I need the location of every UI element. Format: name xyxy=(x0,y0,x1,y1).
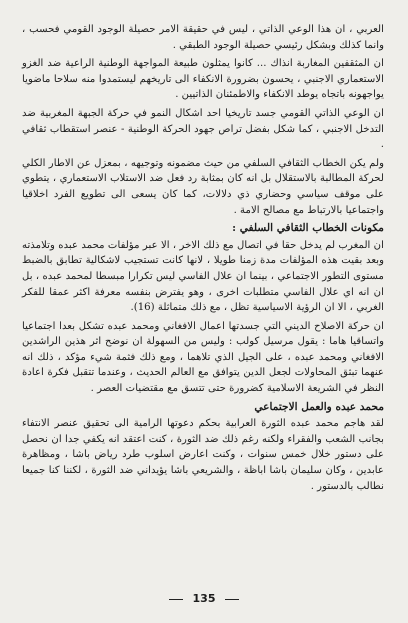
paragraph: ان الوعي الذاتي القومي جسد تاريخيا احد اشكال النمو في حركة الجبهة المغربية ضد التدخل الاجنبي ، كما شكل بفضل تراص جهود الحركة الوطنية - عنصر استقطاب ثقافي . xyxy=(22,107,384,151)
paragraph: ان المغرب لم يدخل حقا في اتصال مع ذلك الاخر ، الا عبر مؤلفات محمد عبده وتلامذته وبعد بقيت هذه المؤلفات مدة زمنا طويلا ، لانها كانت تستجيب لاشكالية تطابق بالضبط مستوى التطور الاجتماعي ، بينما ان علال الفاسي ليس تكرارا مبسطا لمحمد عبده ، بل ان انه اي علال الفاسي متطلبات اخرى ، وهو يفترض بنفسه معرفة اكثر عمقا للفكر الغربي ، الا ان الرؤية الاسياسية تظل ، مع ذلك متماثلة (16). xyxy=(22,239,384,314)
paragraph: ولم يكن الخطاب الثقافي السلفي من حيث مضمونه وتوجيهه ، بمعزل عن الاطار الكلي لحركة المطالبة بالاستقلال بل انه كان بمثابة رد فعل ضد الاستلاب الاستعماري ، يتطوي على موقف سياسي وحضاري ذي دلالات، كما كان يسعى الى تطويع الفرد اخلاقيا واجتماعيا بالارتباط مع مصالح الامة . xyxy=(22,157,384,216)
page-footer xyxy=(0,592,408,605)
paragraph: ان حركة الاصلاح الديني التي جسدتها اعمال الافغاني ومحمد عبده تشكل بعدا اجتماعيا واتساقيا هاما : يقول مرسيل كولب : وليس من السهولة ان نوضح اثر هذين الراشدين الافغاني ومحمد عبده ، على الجيل الذي تلاهما ، ومع ذلك فثمة شيء مؤكد ، ذلك انه عنهما تبثق المحاولات لجعل الدين يتوافق مع العالم الحديث ، وعندما تتقبل فكرة اعادة النظر في الشريعة الاسلامية كضرورة حتى تتسق مع مقتضيات العصر . xyxy=(22,320,384,395)
footer-dash xyxy=(225,599,239,600)
section-heading: محمد عبده والعمل الاجتماعي xyxy=(254,400,384,413)
paragraph: ان المثقفين المغاربة انذاك ... كانوا يمثلون طبيعة المواجهة الوطنية الراعية ضد الغزو الاستعماري الاجنبي ، يحسون بضرورة الانكفاء الى تاريخهم ليستمدوا منه سلاحا ماضويا يواجهونه باتجاه يوطد الانكفاء والاطمئنان الذاتيين . xyxy=(22,58,384,101)
footer-dash xyxy=(169,599,183,600)
section-heading: مكونات الخطاب الثقافي السلفي : xyxy=(232,222,384,235)
paragraph: العربي ، ان هذا الوعي الذاتي ، ليس في حقيقة الامر حصيلة الوجود القومي فحسب ، وانما كذلك وبشكل رئيسي حصيلة الوجود الطبقي . xyxy=(22,24,384,51)
paragraph: لقد هاجم محمد عبده الثورة العرابية بحكم دعوتها الرامية الى تحقيق عنصر الانتفاء بجانب الشعب والفقراء ولكنه رغم ذلك ضد الثورة ، كنت اعتقد انه يكفي جدا ان نحصل على دستور خلال خمس سنوات ، وكنت اعارض اسلوب طرد رياض باشا ، ومظاهرة عابدين ، وكان سليمان باشا اباظة ، والشريعي باشا يؤيداني ضد الثورة ، لكننا كنا جميعا نطالب بالدستور . xyxy=(22,418,384,492)
page-number: 135 xyxy=(192,592,216,605)
